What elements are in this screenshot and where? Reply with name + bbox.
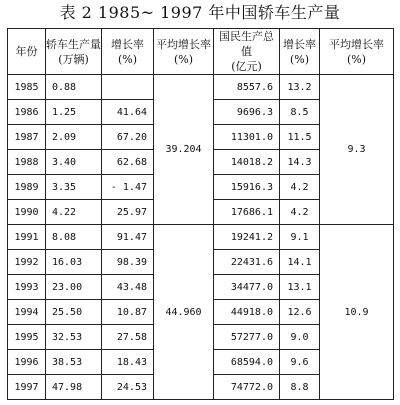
- year-cell: 1990: [8, 200, 46, 225]
- gdp-cell: 17686.1: [214, 200, 280, 225]
- production-cell: 47.98: [46, 375, 102, 400]
- year-cell: 1992: [8, 250, 46, 275]
- gdp-cell: 44918.0: [214, 300, 280, 325]
- production-cell: 38.53: [46, 350, 102, 375]
- gdp-cell: 8557.6: [214, 75, 280, 100]
- gdp-growth-cell: 13.1: [280, 275, 320, 300]
- header-avg-gdp-growth-unit: (%): [346, 52, 367, 66]
- growth-cell: 67.20: [102, 125, 154, 150]
- year-cell: 1989: [8, 175, 46, 200]
- production-cell: 3.35: [46, 175, 102, 200]
- growth-cell: 27.58: [102, 325, 154, 350]
- header-growth: [102, 29, 154, 75]
- header-avg-gdp-growth-label: 平均增长率: [329, 37, 384, 51]
- year-cell: 1996: [8, 350, 46, 375]
- year-cell: 1991: [8, 225, 46, 250]
- header-gdp-growth: [280, 29, 320, 75]
- header-gdp: [214, 29, 280, 75]
- gdp-growth-cell: 13.2: [280, 75, 320, 100]
- growth-cell: 25.97: [102, 200, 154, 225]
- year-cell: 1995: [8, 325, 46, 350]
- header-row: [8, 29, 394, 75]
- year-cell: 1997: [8, 375, 46, 400]
- gdp-growth-cell: 9.1: [280, 225, 320, 250]
- year-cell: 1985: [8, 75, 46, 100]
- production-cell: 23.00: [46, 275, 102, 300]
- gdp-cell: 74772.0: [214, 375, 280, 400]
- header-avg-gdp-growth: [320, 29, 394, 75]
- header-avg-growth-unit: (%): [173, 52, 194, 66]
- header-growth-label: 增长率: [111, 37, 144, 51]
- production-cell: 3.40: [46, 150, 102, 175]
- year-cell: 1987: [8, 125, 46, 150]
- gdp-cell: 19241.2: [214, 225, 280, 250]
- header-year-label: 年份: [15, 45, 38, 58]
- gdp-growth-cell: 9.0: [280, 325, 320, 350]
- gdp-growth-cell: 8.5: [280, 100, 320, 125]
- gdp-growth-cell: 8.8: [280, 375, 320, 400]
- header-gdp-growth-unit: (%): [289, 52, 310, 66]
- growth-cell: 24.53: [102, 375, 154, 400]
- gdp-growth-cell: 4.2: [280, 200, 320, 225]
- growth-cell: 10.87: [102, 300, 154, 325]
- car-production-table: [7, 28, 394, 400]
- avg-gdp-growth-cell-period2: 10.9: [320, 225, 394, 400]
- header-year: [8, 29, 46, 75]
- production-cell: 4.22: [46, 200, 102, 225]
- growth-cell: 98.39: [102, 250, 154, 275]
- header-gdp-unit: (亿元): [231, 60, 262, 73]
- growth-cell: 41.64: [102, 100, 154, 125]
- header-gdp-label: 国民生产总值: [219, 30, 274, 58]
- header-production-unit: (万辆): [58, 52, 89, 66]
- gdp-cell: 57277.0: [214, 325, 280, 350]
- table-title: 表 2 1985~ 1997 年中国轿车生产量: [59, 3, 341, 22]
- year-cell: 1988: [8, 150, 46, 175]
- year-cell: 1986: [8, 100, 46, 125]
- growth-cell: 18.43: [102, 350, 154, 375]
- production-cell: 8.08: [46, 225, 102, 250]
- gdp-growth-cell: 4.2: [280, 175, 320, 200]
- gdp-cell: 34477.0: [214, 275, 280, 300]
- header-growth-unit: (%): [117, 52, 138, 66]
- gdp-cell: 14018.2: [214, 150, 280, 175]
- gdp-growth-cell: 14.1: [280, 250, 320, 275]
- gdp-cell: 11301.0: [214, 125, 280, 150]
- year-cell: 1994: [8, 300, 46, 325]
- gdp-growth-cell: 12.6: [280, 300, 320, 325]
- avg-growth-cell-period2: 44.960: [154, 225, 214, 400]
- header-gdp-growth-label: 增长率: [283, 37, 316, 51]
- table-row: [8, 75, 394, 100]
- production-cell: 2.09: [46, 125, 102, 150]
- header-avg-growth-label: 平均增长率: [156, 37, 211, 51]
- production-cell: 0.88: [46, 75, 102, 100]
- gdp-growth-cell: 9.6: [280, 350, 320, 375]
- year-cell: 1993: [8, 275, 46, 300]
- growth-cell: 62.68: [102, 150, 154, 175]
- production-cell: 16.03: [46, 250, 102, 275]
- gdp-cell: 15916.3: [214, 175, 280, 200]
- header-production-label: 轿车生产量: [46, 37, 101, 51]
- production-cell: 1.25: [46, 100, 102, 125]
- header-production: [46, 29, 102, 75]
- gdp-growth-cell: 14.3: [280, 150, 320, 175]
- gdp-cell: 22431.6: [214, 250, 280, 275]
- avg-gdp-growth-cell-period1: 9.3: [320, 75, 394, 225]
- production-cell: 32.53: [46, 325, 102, 350]
- gdp-growth-cell: 11.5: [280, 125, 320, 150]
- production-cell: 25.50: [46, 300, 102, 325]
- growth-cell: 43.48: [102, 275, 154, 300]
- gdp-cell: 9696.3: [214, 100, 280, 125]
- growth-cell: [102, 75, 154, 100]
- growth-cell: 91.47: [102, 225, 154, 250]
- gdp-cell: 68594.0: [214, 350, 280, 375]
- table-row: [8, 225, 394, 250]
- avg-growth-cell-period1: 39.204: [154, 75, 214, 225]
- header-avg-growth: [154, 29, 214, 75]
- growth-cell: - 1.47: [102, 175, 154, 200]
